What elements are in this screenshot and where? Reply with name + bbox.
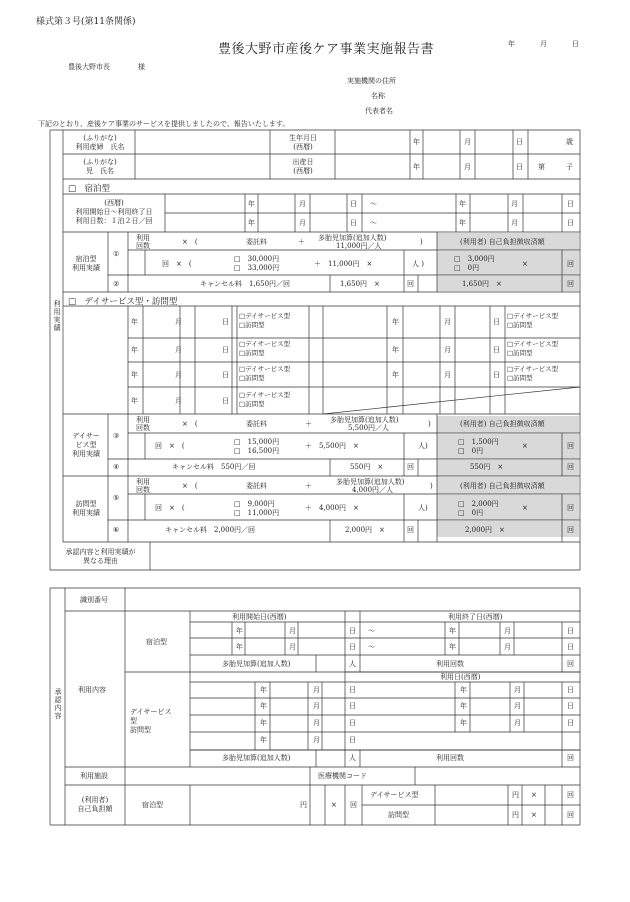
day-count-label: 利用	[136, 416, 150, 424]
p2-stay-start2-month: 月	[289, 643, 296, 651]
stay-start1-month: 月	[299, 200, 306, 208]
stay-count-label-2: 回数	[136, 242, 150, 250]
dob-month: 月	[464, 138, 471, 146]
stay-plus: ＋	[298, 238, 305, 246]
institution-name-label: 名称	[371, 92, 385, 100]
day-close-paren: )	[428, 420, 431, 428]
stay-circ-2: ②	[113, 280, 120, 288]
date-month: 月	[540, 40, 547, 48]
day-results-label-1: デイサー	[72, 432, 100, 440]
stay-period-label: 利用開始日～利用終了日	[75, 208, 153, 216]
stay-start2-day: 日	[350, 219, 357, 227]
stay-days-label: 利用日数：１泊２日／回	[75, 217, 153, 225]
p2-day1-year: 年	[260, 686, 267, 694]
birth-label: 出産日	[292, 158, 314, 166]
day-add-amount: ＋ 5,500円 ×	[305, 442, 359, 450]
visit-circ-5: ⑤	[113, 494, 120, 502]
p2-stay-start2-day: 日	[349, 643, 356, 651]
visit-tatai-rate: 4,000円／人	[352, 486, 394, 494]
p2-day1r-month: 月	[514, 686, 521, 694]
stay-start1-year: 年	[248, 200, 255, 208]
day-row4-opt-day: □デイサービス型	[239, 391, 291, 399]
self-pay-visit-times: ×	[531, 811, 537, 819]
p2-day4-month: 月	[313, 736, 320, 744]
stay-end2-month: 月	[511, 219, 518, 227]
visit-count-label-2: 回数	[136, 486, 150, 494]
birth-year: 年	[413, 163, 420, 171]
p2-stay-tatai-label: 多胎児加算(追加人数)	[222, 660, 291, 668]
p2-stay-end1-month: 月	[504, 627, 511, 635]
diff-reason-label-1: 承認内容と利用実績が	[65, 548, 136, 556]
day-row2r-year: 年	[392, 346, 399, 354]
visit-plus: ＋	[305, 482, 312, 490]
day-cancel-fee: キャンセル料 550円／回	[172, 463, 256, 471]
usage-label: 利用内容	[78, 686, 106, 694]
day-row1-opt-day: □デイサービス型	[239, 312, 291, 320]
day-row4-year: 年	[131, 397, 138, 405]
visit-circ-6: ⑥	[113, 526, 120, 534]
day-row4-opt-visit: □訪問型	[239, 400, 265, 408]
p2-stay-end1-day: 日	[567, 627, 574, 635]
p2-day2r-month: 月	[514, 702, 521, 710]
visit-nin: 人)	[418, 504, 428, 512]
day-row3r-opt-day: □デイサービス型	[507, 365, 559, 373]
p2-stay-tilde1: ～	[368, 627, 375, 635]
stay-close-paren: )	[420, 238, 423, 246]
visit-close-paren: )	[430, 482, 433, 490]
day-row1-day: 日	[222, 318, 229, 326]
stay-nin-close: 人 )	[412, 260, 424, 268]
p2-day-count-label: 利用回数	[436, 754, 464, 762]
p2-day2r-year: 年	[460, 702, 467, 710]
day-row3r-day: 日	[493, 371, 500, 379]
day-row4-month: 月	[175, 397, 182, 405]
day-row3r-month: 月	[444, 371, 451, 379]
stay-tatai-label: 多胎児加算(追加人数)	[318, 234, 387, 242]
day-times-open: × (	[182, 420, 198, 428]
stay-cancel-self: 1,650円 ×	[462, 280, 502, 288]
p2-day3-year: 年	[260, 719, 267, 727]
birth-era-label: (西暦)	[293, 167, 313, 175]
p2-use-day-label: 利用日(西暦)	[440, 673, 481, 681]
day-self-kai: 回	[567, 442, 574, 450]
p2-day1r-day: 日	[567, 686, 574, 694]
p2-stay-start1-month: 月	[289, 627, 296, 635]
visit-count-label: 利用	[136, 478, 150, 486]
birth-order-dai: 第	[538, 163, 545, 171]
day-row3-opt-day: □デイサービス型	[239, 365, 291, 373]
stay-tilde-2: ～	[370, 219, 377, 227]
p2-day2-day: 日	[349, 702, 356, 710]
day-tatai-label: 多胎児加算(追加人数)	[330, 416, 399, 424]
stay-start2-month: 月	[299, 219, 306, 227]
day-nin: 人)	[418, 442, 428, 450]
day-row4-day: 日	[222, 397, 229, 405]
day-row3-day: 日	[222, 371, 229, 379]
p2-stay-end2-month: 月	[504, 643, 511, 651]
stay-end2-day: 日	[567, 219, 574, 227]
visit-itaku: 委託料	[246, 482, 267, 490]
visit-self-times: ×	[522, 504, 528, 512]
stay-start2-year: 年	[248, 219, 255, 227]
self-pay-stay-label: 宿泊型	[142, 801, 163, 809]
addressee: 豊後大野市長 様	[68, 63, 145, 71]
day-row1r-day: 日	[493, 318, 500, 326]
p2-stay-start1-day: 日	[349, 627, 356, 635]
intro-text: 下記のとおり、産後ケア事業のサービスを提供しましたので、報告いたします。	[38, 120, 290, 128]
stay-circ-1: ①	[113, 250, 120, 258]
day-cancel-self-kai: 回	[567, 463, 574, 471]
p2-day3-month: 月	[313, 719, 320, 727]
stay-end1-year: 年	[459, 200, 466, 208]
dob-year: 年	[413, 138, 420, 146]
day-kai-times: 回 × (	[155, 442, 185, 450]
p2-stay-count-label: 利用回数	[436, 660, 464, 668]
age-label: 歳	[566, 138, 573, 146]
self-pay-stay-kai: 回	[350, 801, 357, 809]
day-row2-day: 日	[222, 346, 229, 354]
p2-stay-nin: 人	[349, 660, 356, 668]
day-results-label-2: ビス型	[75, 441, 97, 449]
day-row3-year: 年	[131, 371, 138, 379]
visit-self-option-1: □ 2,000円	[458, 500, 499, 508]
visit-fee-option-1: □ 9,000円	[234, 500, 275, 508]
stay-results-label-2: 利用実績	[72, 264, 100, 272]
stay-itaku: 委託料	[246, 238, 267, 246]
day-plus: ＋	[305, 420, 312, 428]
p2-day4-day: 日	[349, 736, 356, 744]
day-row3r-opt-visit: □訪問型	[507, 374, 533, 382]
birth-order-ko: 子	[566, 163, 573, 171]
day-self-option-1: □ 1,500円	[458, 438, 499, 446]
dob-day: 日	[516, 138, 523, 146]
stay-cancel-self-kai: 回	[567, 280, 574, 288]
day-row2-opt-day: □デイサービス型	[239, 340, 291, 348]
p2-day-nin: 人	[349, 754, 356, 762]
day-row1r-opt-visit: □訪問型	[507, 321, 533, 329]
visit-fee-option-2: □ 11,000円	[234, 509, 280, 517]
stay-tilde-1: ～	[370, 200, 377, 208]
day-row1-opt-visit: □訪問型	[239, 321, 265, 329]
day-row2r-day: 日	[493, 346, 500, 354]
stay-tatai-rate: 11,000円／人	[336, 242, 382, 250]
stay-start1-day: 日	[350, 200, 357, 208]
day-cancel-kai: 回	[407, 463, 414, 471]
day-row3r-year: 年	[392, 371, 399, 379]
stay-fee-option-2: □ 33,000円	[234, 264, 280, 272]
day-circ-4: ④	[113, 463, 120, 471]
p2-day-type-label-3: 訪問型	[130, 726, 151, 734]
self-pay-label-2: 自己負担額	[77, 805, 113, 813]
mother-furigana-label: (ふりがな)	[83, 134, 117, 142]
day-row2-month: 月	[175, 346, 182, 354]
child-furigana-label: (ふりがな)	[83, 158, 117, 166]
self-pay-visit-label: 訪問型	[388, 811, 409, 819]
mother-name-label: 利用産婦 氏名	[75, 143, 125, 151]
visit-cancel-amount: 2,000円 ×	[345, 526, 385, 534]
approval-vertical-label: 承認内容	[54, 688, 62, 720]
form-number: 様式第３号(第11条関係)	[36, 17, 136, 27]
p2-day-kai: 回	[567, 754, 574, 762]
self-pay-visit-en: 円	[512, 811, 519, 819]
visit-tatai-label: 多胎児加算(追加人数)	[336, 478, 405, 486]
day-row2r-opt-day: □デイサービス型	[507, 340, 559, 348]
day-row1r-year: 年	[392, 318, 399, 326]
visit-kai-times: 回 × (	[155, 504, 185, 512]
results-vertical-label: 利用実績	[53, 300, 61, 332]
dob-era-label: (西暦)	[293, 143, 313, 151]
visit-self-pay-label: (利用者) 自己負担徴収済額	[460, 482, 545, 490]
self-pay-visit-kai: 回	[567, 811, 574, 819]
day-results-label-3: 利用実績	[72, 450, 100, 458]
p2-day3r-year: 年	[460, 719, 467, 727]
p2-day2r-day: 日	[567, 702, 574, 710]
p2-stay-start1-year: 年	[236, 627, 243, 635]
day-self-pay-label: (利用者) 自己負担徴収済額	[460, 420, 545, 428]
medical-code-label: 医療機関コード	[318, 772, 367, 780]
end-date-label: 利用終了日(西暦)	[448, 613, 503, 621]
stay-cancel-fee: キャンセル料 1,650円／回	[200, 280, 291, 288]
p2-day3-day: 日	[349, 719, 356, 727]
p2-day3r-month: 月	[514, 719, 521, 727]
p2-day4-year: 年	[260, 736, 267, 744]
start-date-label: 利用開始日(西暦)	[232, 613, 287, 621]
p2-stay-tilde2: ～	[368, 643, 375, 651]
date-day: 日	[572, 40, 579, 48]
day-tatai-rate: 5,500円／人	[348, 424, 390, 432]
stay-self-kai: 回	[567, 260, 574, 268]
day-row1-year: 年	[131, 318, 138, 326]
visit-times-open: × (	[182, 482, 198, 490]
stay-fee-option-1: □ 30,000円	[234, 255, 280, 263]
stay-type-label: 宿泊型	[146, 638, 167, 646]
day-row1-month: 月	[175, 318, 182, 326]
p2-day1-day: 日	[349, 686, 356, 694]
day-row3-opt-visit: □訪問型	[239, 374, 265, 382]
visit-results-label-1: 訪問型	[75, 500, 97, 508]
p2-day-type-label-1: デイサービス	[130, 708, 172, 716]
stay-kai-times: 回 × (	[162, 260, 192, 268]
self-pay-day-times: ×	[531, 791, 537, 799]
day-cancel-self: 550円 ×	[470, 463, 504, 471]
visit-self-option-2: □ 0円	[458, 509, 484, 517]
stay-self-pay-label: (利用者) 自己負担徴収済額	[460, 238, 545, 246]
institution-rep-label: 代表者名	[365, 107, 393, 115]
p2-day2-year: 年	[260, 702, 267, 710]
stay-self-option-1: □ 3,000円	[454, 255, 495, 263]
day-itaku: 委託料	[246, 420, 267, 428]
p2-stay-kai: 回	[567, 660, 574, 668]
stay-count-label: 利用	[136, 234, 150, 242]
p2-stay-end1-year: 年	[449, 627, 456, 635]
day-row2r-opt-visit: □訪問型	[507, 349, 533, 357]
p2-stay-start2-year: 年	[236, 643, 243, 651]
stay-times-open: × (	[182, 238, 198, 246]
day-fee-option-2: □ 16,500円	[234, 447, 280, 455]
p2-day1r-year: 年	[460, 686, 467, 694]
p2-day-tatai-label: 多胎児加算(追加人数)	[222, 754, 291, 762]
visit-results-label-2: 利用実績	[72, 509, 100, 517]
visit-cancel-self: 2,000円 ×	[465, 526, 505, 534]
visit-add-amount: ＋ 4,000円 ×	[305, 504, 359, 512]
id-number-label: 識別番号	[80, 596, 108, 604]
day-fee-option-1: □ 15,000円	[234, 438, 280, 446]
day-section-heading: □ デイサービス型・訪問型	[68, 297, 178, 307]
self-pay-day-kai: 回	[567, 791, 574, 799]
dob-label: 生年月日	[289, 134, 317, 142]
day-cancel-amount: 550円 ×	[350, 463, 384, 471]
visit-cancel-kai: 回	[407, 526, 414, 534]
day-count-label-2: 回数	[136, 424, 150, 432]
child-name-label: 児 氏名	[86, 167, 114, 175]
day-row1r-month: 月	[444, 318, 451, 326]
stay-self-times: ×	[522, 260, 528, 268]
date-year: 年	[508, 40, 515, 48]
birth-month: 月	[464, 163, 471, 171]
self-pay-stay-en: 円	[300, 801, 307, 809]
day-row2r-month: 月	[444, 346, 451, 354]
day-self-times: ×	[522, 442, 528, 450]
stay-self-option-2: □ 0円	[454, 264, 480, 272]
day-self-option-2: □ 0円	[458, 447, 484, 455]
stay-cancel-amount: 1,650円 ×	[340, 280, 380, 288]
stay-add-amount: ＋ 11,000円 ×	[314, 260, 373, 268]
institution-address-label: 実施機関の住所	[347, 77, 396, 85]
stay-end1-day: 日	[567, 200, 574, 208]
day-circ-3: ③	[113, 432, 120, 440]
stay-end2-year: 年	[459, 219, 466, 227]
self-pay-day-en: 円	[512, 791, 519, 799]
self-pay-label-1: (利用者)	[81, 796, 109, 804]
self-pay-stay-times: ×	[331, 801, 337, 809]
day-row2-year: 年	[131, 346, 138, 354]
day-row2-opt-visit: □訪問型	[239, 349, 265, 357]
day-row1r-opt-day: □デイサービス型	[507, 312, 559, 320]
facility-label: 利用施設	[80, 772, 108, 780]
p2-stay-end2-day: 日	[567, 643, 574, 651]
page-title: 豊後大野市産後ケア事業実施報告書	[218, 42, 435, 57]
p2-day3r-day: 日	[567, 719, 574, 727]
stay-period-era: (西暦)	[104, 199, 124, 207]
stay-results-label: 宿泊型	[75, 255, 97, 263]
visit-self-kai: 回	[567, 504, 574, 512]
p2-stay-end2-year: 年	[449, 643, 456, 651]
stay-end1-month: 月	[511, 200, 518, 208]
diff-reason-label-2: 異なる理由	[83, 557, 118, 565]
self-pay-day-label: デイサービス型	[370, 791, 419, 799]
visit-cancel-fee: キャンセル料 2,000円／回	[165, 526, 256, 534]
birth-day: 日	[516, 163, 523, 171]
visit-cancel-self-kai: 回	[567, 526, 574, 534]
stay-cancel-kai: 回	[407, 280, 414, 288]
day-row3-month: 月	[175, 371, 182, 379]
stay-section-heading: □ 宿泊型	[68, 184, 111, 194]
p2-day-type-label-2: 型	[130, 717, 137, 725]
p2-day1-month: 月	[313, 686, 320, 694]
p2-day2-month: 月	[313, 702, 320, 710]
